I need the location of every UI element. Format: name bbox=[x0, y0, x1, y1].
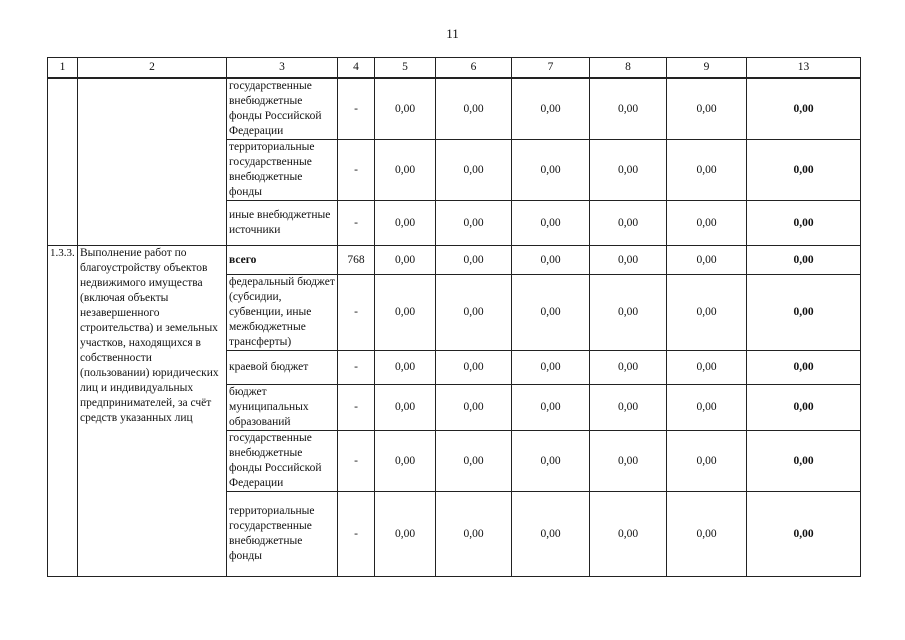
value-cell: 0,00 bbox=[590, 140, 667, 201]
col4-cell: - bbox=[338, 385, 375, 431]
total-value-cell: 0,00 bbox=[747, 431, 861, 492]
col4-cell: - bbox=[338, 201, 375, 246]
header-cell: 7 bbox=[512, 58, 590, 79]
item-code: 1.3.3. bbox=[48, 246, 78, 577]
header-cell: 9 bbox=[667, 58, 747, 79]
value-cell: 0,00 bbox=[375, 140, 436, 201]
value-cell: 0,00 bbox=[436, 140, 512, 201]
value-cell: 0,00 bbox=[375, 431, 436, 492]
header-cell: 4 bbox=[338, 58, 375, 79]
value-cell: 0,00 bbox=[590, 385, 667, 431]
total-value-cell: 0,00 bbox=[747, 351, 861, 385]
table-row bbox=[48, 246, 861, 275]
item-code-cell bbox=[48, 78, 78, 246]
page-number: 11 bbox=[446, 26, 459, 41]
value-cell: 0,00 bbox=[436, 431, 512, 492]
header-cell: 2 bbox=[78, 58, 227, 79]
funding-source: территориальные государственные внебюджетные фонды bbox=[227, 140, 338, 201]
funding-source: федеральный бюджет (субсидии, субвенции, иные межбюджетные трансферты) bbox=[227, 275, 338, 351]
value-cell: 0,00 bbox=[512, 201, 590, 246]
value-cell: 0,00 bbox=[436, 246, 512, 275]
value-cell: 0,00 bbox=[590, 492, 667, 577]
total-value-cell: 0,00 bbox=[747, 246, 861, 275]
value-cell: 0,00 bbox=[375, 492, 436, 577]
value-cell: 0,00 bbox=[436, 201, 512, 246]
value-cell: 0,00 bbox=[590, 275, 667, 351]
value-cell: 0,00 bbox=[667, 140, 747, 201]
funding-source: иные внебюджетные источники bbox=[227, 201, 338, 246]
value-cell: 0,00 bbox=[375, 78, 436, 140]
header-row bbox=[48, 58, 861, 79]
total-value-cell: 0,00 bbox=[747, 78, 861, 140]
funding-source: краевой бюджет bbox=[227, 351, 338, 385]
total-value-cell: 0,00 bbox=[747, 140, 861, 201]
value-cell: 0,00 bbox=[590, 201, 667, 246]
col4-cell: - bbox=[338, 275, 375, 351]
value-cell: 0,00 bbox=[512, 385, 590, 431]
value-cell: 0,00 bbox=[436, 385, 512, 431]
funding-source: бюджет муниципальных образований bbox=[227, 385, 338, 431]
value-cell: 0,00 bbox=[667, 246, 747, 275]
value-cell: 0,00 bbox=[512, 246, 590, 275]
header-cell: 3 bbox=[227, 58, 338, 79]
value-cell: 0,00 bbox=[436, 78, 512, 140]
value-cell: 0,00 bbox=[436, 351, 512, 385]
item-name-cell bbox=[78, 78, 227, 246]
value-cell: 0,00 bbox=[590, 78, 667, 140]
funding-source: государственные внебюджетные фонды Российской Федерации bbox=[227, 431, 338, 492]
col4-cell: - bbox=[338, 431, 375, 492]
value-cell: 0,00 bbox=[512, 140, 590, 201]
col4-cell: - bbox=[338, 492, 375, 577]
header-cell: 13 bbox=[747, 58, 861, 79]
col4-cell: - bbox=[338, 140, 375, 201]
total-value-cell: 0,00 bbox=[747, 275, 861, 351]
value-cell: 0,00 bbox=[375, 351, 436, 385]
value-cell: 0,00 bbox=[375, 246, 436, 275]
total-value-cell: 0,00 bbox=[747, 201, 861, 246]
col4-cell: - bbox=[338, 78, 375, 140]
value-cell: 0,00 bbox=[436, 492, 512, 577]
header-cell: 6 bbox=[436, 58, 512, 79]
value-cell: 0,00 bbox=[436, 275, 512, 351]
budget-table bbox=[47, 57, 861, 577]
col4-cell: 768 bbox=[338, 246, 375, 275]
value-cell: 0,00 bbox=[667, 431, 747, 492]
value-cell: 0,00 bbox=[590, 246, 667, 275]
funding-source: государственные внебюджетные фонды Российской Федерации bbox=[227, 78, 338, 140]
value-cell: 0,00 bbox=[512, 351, 590, 385]
value-cell: 0,00 bbox=[667, 275, 747, 351]
funding-source-total: всего bbox=[227, 246, 338, 275]
col4-cell: - bbox=[338, 351, 375, 385]
value-cell: 0,00 bbox=[667, 385, 747, 431]
header-cell: 1 bbox=[48, 58, 78, 79]
item-name: Выполнение работ по благоустройству объектов недвижимого имущества (включая объекты незавершенного строительства) и земельных участков, находящихся в собственности (пользовании) юридических лиц и индивидуальных предпринимателей, за счёт средств указанных лиц bbox=[78, 246, 227, 577]
value-cell: 0,00 bbox=[512, 275, 590, 351]
value-cell: 0,00 bbox=[667, 492, 747, 577]
total-value-cell: 0,00 bbox=[747, 385, 861, 431]
value-cell: 0,00 bbox=[667, 201, 747, 246]
value-cell: 0,00 bbox=[512, 431, 590, 492]
value-cell: 0,00 bbox=[375, 385, 436, 431]
total-value-cell: 0,00 bbox=[747, 492, 861, 577]
value-cell: 0,00 bbox=[512, 78, 590, 140]
table-row bbox=[48, 78, 861, 140]
header-cell: 5 bbox=[375, 58, 436, 79]
funding-source: территориальные государственные внебюджетные фонды bbox=[227, 492, 338, 577]
header-cell: 8 bbox=[590, 58, 667, 79]
value-cell: 0,00 bbox=[667, 351, 747, 385]
value-cell: 0,00 bbox=[667, 78, 747, 140]
value-cell: 0,00 bbox=[375, 275, 436, 351]
value-cell: 0,00 bbox=[512, 492, 590, 577]
value-cell: 0,00 bbox=[375, 201, 436, 246]
value-cell: 0,00 bbox=[590, 351, 667, 385]
value-cell: 0,00 bbox=[590, 431, 667, 492]
